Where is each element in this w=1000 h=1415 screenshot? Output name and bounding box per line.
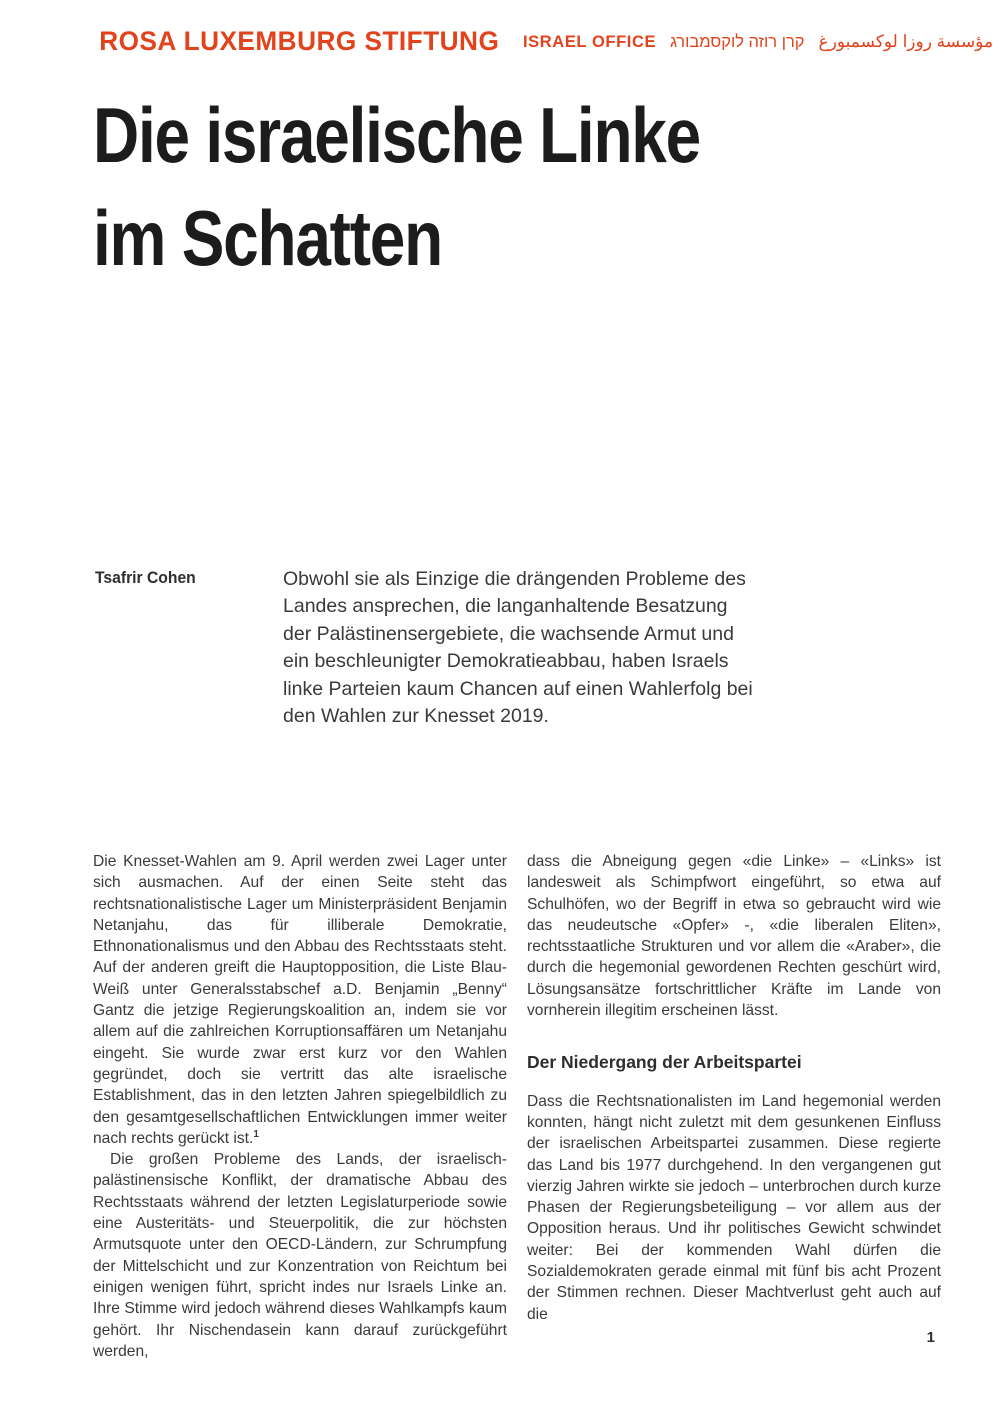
paragraph: Die großen Probleme des Lands, der israelisch-palästinensische Konflikt, der dramatische Abbau des Rechtsstaats während der letzten Legislaturperiode sowie eine Austeritäts- und Steuerpolitik, die zur höchsten Armutsquote unter den OECD-Ländern, zur Schrumpfung der Mittelschicht und zur Konzentration von Reichtum bei einigen wenigen führt, spricht indes nur Israels Linke an. Ihre Stimme wird jedoch während dieses Wahlkampfs kaum gehört. Ihr Nischendasein kann darauf zurückgeführt werden, [93,1151,507,1360]
paragraph: dass die Abneigung gegen «die Linke» – «Links» ist landesweit als Schimpfwort eingeführt, so etwa auf Schulhöfen, wo der Begriff in etwa so gebraucht wird wie das neudeutsche «Opfer» -, «die liberalen Eliten», rechtsstaatliche Strukturen und vor allem die «Araber», die durch die hegemonial gewordenen Rechten geschürt wird, Lösungsansätze fortschrittlicher Kräfte im Lande von vornherein illegitim erscheinen lässt. [527,853,941,1020]
office-name-arabic: مؤسسة روزا لوكسمبورغ [818,32,994,51]
article-title [93,84,833,290]
masthead [93,26,994,57]
lead-paragraph: Obwohl sie als Einzige die drängenden Probleme des Landes ansprechen, die langanhaltende Besatzung der Palästinensergebiete, die wachsende Armut und ein beschleunigter Demokratieabbau, haben Israels linke Parteien kaum Chancen auf einen Wahlerfolg bei den Wahlen zur Knesset 2019. [283,568,753,728]
page-number: 1 [926,1329,935,1346]
author-name: Tsafrir Cohen [95,569,196,587]
office-name-english: ISRAEL OFFICE [523,33,657,51]
paragraph [93,851,507,1149]
footnote-marker: 1 [253,1128,259,1140]
office-line [523,32,993,52]
body-column-right [527,851,941,1325]
body-column-left [93,851,507,1362]
office-name-hebrew: קרן רוזה לוקסמבורג [670,33,805,51]
paragraph-text: Die Knesset-Wahlen am 9. April werden zwei Lager unter sich ausmachen. Auf der einen Seite steht das rechtsnationalistische Lager um Ministerpräsident Benjamin Netanjahu, das für illiberale Demokratie, Ethnonationalismus und den Abbau des Rechtsstaats steht. Auf der anderen greift die Hauptopposition, die Liste Blau-Weiß unter Generalsstabschef a.D. Benjamin „Benny“ Gantz die jetzige Regierungskoalition an, indem sie vor allem auf die zahlreichen Korruptionsaffären um Netanjahu eingeht. Sie wurde zwar erst kurz vor den Wahlen gegründet, doch sie vertritt das alte israelische Establishment, das in den letzten Jahren spiegelbildlich zu den gesamtgesellschaftlichen Entwicklungen immer weiter nach rechts gerückt ist. [93,853,507,1147]
brand-logo: ROSA LUXEMBURG STIFTUNG [99,26,500,56]
article-title-line-2: im Schatten [93,194,442,282]
section-heading: Der Niedergang der Arbeitspartei [527,1052,802,1073]
article-title-line-1: Die israelische Linke [93,91,701,179]
paragraph: Dass die Rechtsnationalisten im Land hegemonial werden konnten, hängt nicht zuletzt mit dem gesunkenen Einfluss der israelischen Arbeitspartei zusammen. Diese regierte das Land bis 1977 durchgehend. In den vergangenen gut vierzig Jahren wirkte sie jedoch – unterbrochen durch kurze Phasen der Regierungsbeteiligung – vor allem aus der Opposition heraus. Und ihr politisches Gewicht schwindet weiter: Bei der kommenden Wahl dürfen die Sozialdemokraten gerade einmal mit fünf bis acht Prozent der Stimmen rechnen. Dieser Machtverlust geht auch auf die [527,1092,941,1323]
